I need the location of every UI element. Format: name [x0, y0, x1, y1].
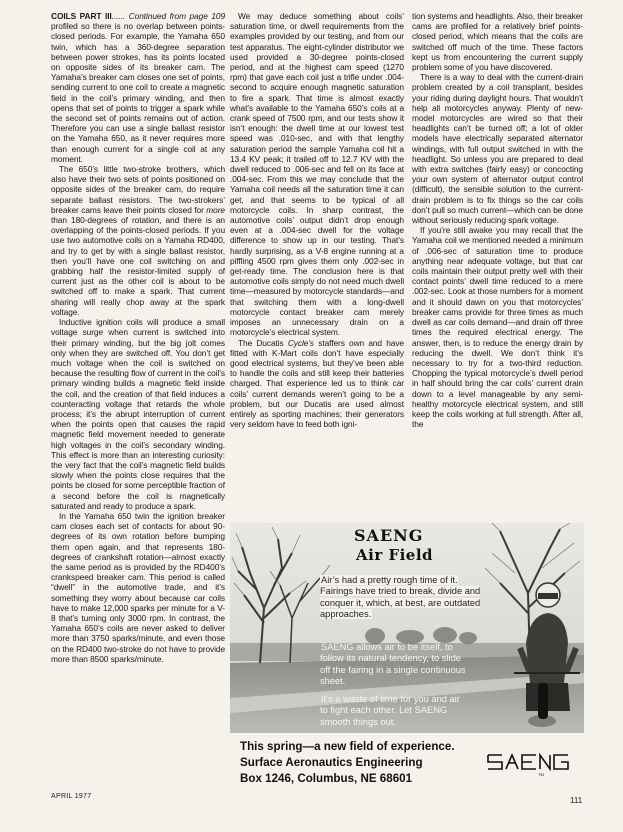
- article-paragraph: If you’re still awake you may recall that the Yamaha coil we mentioned needed a minimum of .006-sec of saturation time to produce anything near adequate voltage, but that car coils maintain their output pretty well with their contact points’ dwell time reduced to a mere .002-sec. Look at those numbers for a moment and it should dawn on you that motorcycles’ breaker cams provide for three times as much dwell as car coils demand—and drain off three times the required electrical energy. The answer, then, is to reduce the energy drain by reducing the dwell. We don’t think it’s necessary to try for a two-third reduction. Chopping the typical motorcycle’s dwell period in half should bring the car coils’ current drain down to a level manageable by any semi-healthy motorcycle electrical system, and still keep the coils working at full strength. After all, the: [412, 225, 583, 430]
- article-column-3: [412, 11, 583, 531]
- paragraph-text: The 650’s little two-stroke brothers, which also have their two sets of points positioned on opposite sides of the breaker cam, do require separate ballast resistors. The two-strokers’ breaker cams leave their points closed for: [51, 164, 225, 215]
- emphasis-text: Cycle’s: [287, 337, 315, 348]
- article-paragraph: In the Yamaha 650 twin the ignition breaker cam closes each set of contacts for about 90-degrees of its own rotation before bumping them open again, and that represents 180-degrees of crankshaft rotation—almost exactly the same period as is provided by the RD400’s crankspeed breaker cam. This period is called “dwell” in the automotive trade, and it’s something they worry about because car coils have to make 12,000 sparks per minute for a V-8 that’s turning only 3000 rpm. In contrast, the Yamaha 650’s coils are never asked to deliver more than 3750 sparks/minute, and even those on the RD400 two-stroke do not have to provide more than 8500 sparks/minute.: [51, 510, 225, 664]
- article-column-1: [51, 11, 225, 791]
- article-paragraph: There is a way to deal with the current-drain problem created by a coil transplant, besides your riding during daylight hours. That wouldn’t help all motorcycles anyway. Plenty of new-model motorcycles are wired so that their headlights can’t be turned off; a lot of older models have electrically separated alternator windings, with full output switched in with the headlight. So unless you are prepared to deal with extra switches (fairly easy) or concocting your own system of alternator output control (difficult), the sensible solution to the current-drain problem is to fix things so the car coils don’t pull so much current—which can be done without seriously reducing spark voltage.: [412, 72, 583, 226]
- ad-company-name: Surface Aeronautics Engineering: [240, 756, 423, 769]
- ad-copy-text: It’s a waste of time for you and air to fight each other. Let SAENG smooth things out.: [320, 694, 460, 727]
- saeng-advertisement: [230, 523, 584, 793]
- page-number: 111: [570, 796, 583, 805]
- ad-copy-block-3: [320, 694, 470, 728]
- svg-text:TM: TM: [538, 772, 544, 777]
- ad-copy-text: Air’s had a pretty rough time of it. Fairings have tried to break, divide and conquer it, which, at best, are outdated approaches.: [320, 575, 481, 620]
- ad-product-name: Air Field: [356, 546, 434, 564]
- ad-brand: SAENG: [354, 526, 424, 545]
- article-paragraph: Inductive ignition coils will produce a small voltage surge when current is switched into their primary winding, but the big jolt comes only when they are switched off. You don’t get much voltage when the coil is switched on because the resulting flow of current in the coil’s primary winding builds a magnetic field inside the coil, and the creation of that field induces a counteracting voltage that retards the whole process; it’s the abrupt interruption of current when the points open that causes the rapid magnetic field movement needed to generate high voltages in the coil’s secondary winding. This effect is more than an interesting curiosity: the very fact that the coil’s magnetic field builds slowly when the points close requires that the points be closed for some perceptible fraction of a second before the coil is magnetically saturated and ready to produce a spark.: [51, 317, 225, 511]
- emphasis-text: more: [206, 204, 225, 215]
- issue-date: APRIL 1977: [51, 793, 92, 800]
- article-paragraph: [230, 338, 404, 430]
- paragraph-text: staffers own and have fitted with K-Mart coils don’t have especially good electrical systems, but they’ve been able to handle the coils and still keep their batteries charged. That experience led us to think car coils’ current demands weren’t going to be a problem, but our Ducatis are used almost entirely as sporting machines; their generators very seldom have to feed both igni-: [230, 337, 404, 430]
- article-paragraph: tion systems and headlights. Also, their breaker cams are profiled for a relatively brief points-closed period, which means that the coils are switched off much of the time. These factors kept us from encountering the current supply problem some of you have discovered.: [412, 11, 584, 73]
- article-paragraph: [51, 164, 225, 317]
- paragraph-text: than 180-degrees of rotation, and there is an overlapping of the points-closed periods. If you use two automotive coils on a Yamaha RD400, and try to get by with a single ballast resistor, then you’ll have one coil switching on and grabbing half the resistor-limited supply of current just as the other coil is about to be switched off to make a spark. That current sharing will really chop away at the spark voltage.: [51, 215, 225, 317]
- ad-address: Box 1246, Columbus, NE 68601: [240, 772, 413, 785]
- paragraph-text: The Ducatis: [238, 337, 288, 348]
- ad-copy-text: SAENG allows air to be itself, to follow its natural tendency, to slide off the fairing in a single continuous sheet.: [320, 642, 466, 687]
- article-column-2: [230, 11, 404, 531]
- article-paragraph: We may deduce something about coils’ saturation time, or dwell requirements from the examples provided by our testing, and from our test apparatus. The eight-cylinder distributor we used provided a 30-degree points-closed period, and at the highest cam speed (1270 rpm) that gave each coil just a trifle under .004-second to acquire enough magnetic saturation to fire a spark. That time is almost exactly what’s available to the Yamaha 650’s coils at a crank speed of 7500 rpm, and our tests show it isn’t enough: the dwell time at our lowest test speed was .010-sec, and with that lengthy saturation period the sample Yamaha coil hit a 13.4 KV peak; it trailed off to 12.7 KV with the dwell reduced to .006-sec and fell on its face at .004-sec. From this we may conclude that the Yamaha coil needs all the saturation time it can get, and that seems to be typical of all motorcycle coils. In sharp contrast, the automotive coils’ output didn’t drop enough even at a .004-sec dwell for the voltage difference to show up in our testing. That’s hardly surprising, as a V-8 engine running at a piffling 4500 rpm gives them only .002-sec in get-ready time. The conclusion here is that automotive coils simply do not need much dwell time—measured by motorcycle standards—and that switching them with a long-dwell motorcycle contact breaker cam merely imposes an unnecessary drain on a motorcycle’s electrical system.: [230, 11, 404, 338]
- ad-copy-block-2: [320, 642, 470, 688]
- paragraph-text: profiled so there is no overlap between points-closed periods. For example, the Yamaha 650 twin, which has a 360-degree separation between power strokes, has its points located on opposite sides of its breaker cam. The Yamaha’s breaker cam closes one set of points, sending current to one coil to create a magnetic field in the coil’s primary winding, and then opens that set of points to trigger a spark while the second set of points remains out of action. Therefore you can use a single ballast resistor on the Yamaha 650, as it never requires more than enough current for a single coil at any moment.: [51, 21, 225, 164]
- saeng-logo-icon: [486, 753, 570, 777]
- ad-tagline: This spring—a new field of experience.: [240, 740, 455, 753]
- article-paragraph: [51, 11, 225, 164]
- continued-from-note: ...... Continued from page 109: [111, 11, 226, 21]
- ad-copy-block-1: [320, 575, 490, 621]
- continued-header: COILS PART III: [51, 11, 112, 21]
